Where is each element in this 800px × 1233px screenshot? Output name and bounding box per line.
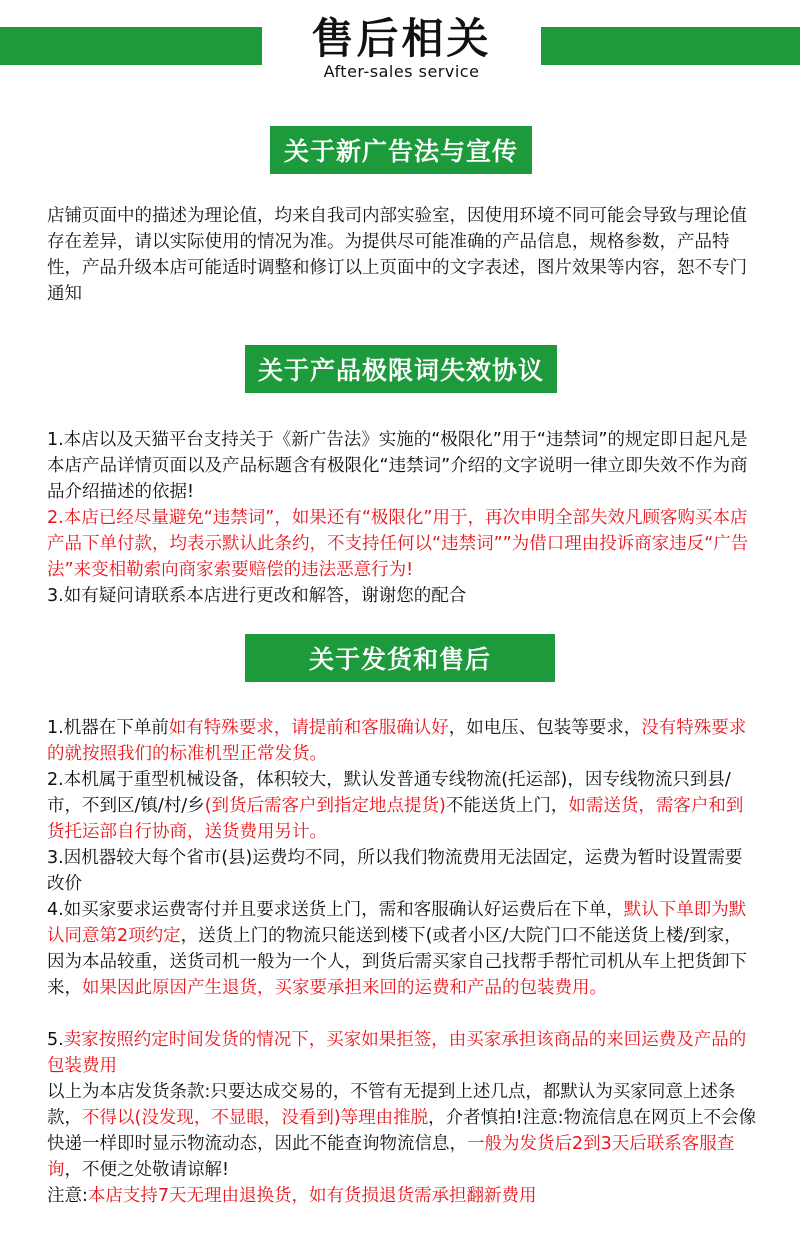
shipping-item-1-highlight: 如有特殊要求，请提前和客服确认好 (168, 718, 449, 738)
shipping-note-label: 注意: (47, 1186, 88, 1206)
shipping-item-1 (47, 715, 759, 767)
section-title-ad-law: 关于新广告法与宣传 (270, 126, 532, 174)
shipping-item-2-text-2: 不能送货上门， (445, 796, 569, 816)
shipping-item-4-highlight: 默认下单即为默认同意第2项约定 (47, 900, 747, 946)
shipping-terms-text-3: ，不便之处敬请谅解! (64, 1160, 230, 1180)
shipping-item-1-text: 1.机器在下单前 (47, 718, 169, 738)
extreme-words-item-1: 1.本店以及天猫平台支持关于《新广告法》实施的“极限化”用于“违禁词”的规定即日起凡是本店产品详情页面以及产品标题含有极限化“违禁词”介绍的文字说明一律立即失效不作为商品介绍描述的依据! (47, 430, 748, 502)
shipping-terms-text-2: ，介者慎拍!注意:物流信息在网页上不会像快递一样即时显示物流动态，因此不能查询物流信息， (47, 1108, 757, 1154)
shipping-item-2-highlight: (到货后需客户到指定地点提货) (204, 796, 446, 816)
shipping-item-2 (47, 767, 759, 845)
header-right-bar (541, 27, 800, 65)
shipping-item-4-text-2: ，送货上门的物流只能送到楼下(或者小区/大院门口不能送货上楼/到家，因为本品较重，送货司机一般为一个人，到货后需买家自己找帮手帮忙司机从车上把货卸下来， (47, 926, 747, 998)
page-title: 售后相关 (311, 14, 492, 63)
section-title-extreme-words: 关于产品极限词失效协议 (245, 345, 557, 393)
shipping-item-3: 3.因机器较大每个省市(县)运费均不同，所以我们物流费用无法固定，运费为暂时设置需要改价 (47, 848, 743, 894)
section-title-shipping: 关于发货和售后 (245, 634, 555, 682)
shipping-terms (47, 1079, 759, 1183)
shipping-terms-highlight: 不得以(没发现，不显眼，没看到)等理由推脱 (82, 1108, 429, 1128)
shipping-note-highlight: 本店支持7天无理由退换货，如有货损退货需承担翻新费用 (87, 1186, 537, 1206)
shipping-item-1-highlight-2: 没有特殊要求的就按照我们的标准机型正常发货。 (47, 718, 747, 764)
page-subtitle: After-sales service (323, 62, 480, 81)
extreme-words-item-3: 3.如有疑问请联系本店进行更改和解答，谢谢您的配合 (47, 586, 467, 606)
extreme-words-item-2: 2.本店已经尽量避免“违禁词”，如果还有“极限化”用于，再次申明全部失效凡顾客购买本店产品下单付款，均表示默认此条约，不支持任何以“违禁词””为借口理由投诉商家违反“广告法”来变相勒索向商家索要赔偿的违法恶意行为! (47, 508, 749, 580)
shipping-terms-text: 以上为本店发货条款:只要达成交易的，不管有无提到上述几点，都默认为买家同意上述条款， (47, 1082, 736, 1128)
shipping-item-1-text-2: ，如电压、包装等要求， (448, 718, 642, 738)
shipping-item-5 (47, 1027, 759, 1079)
shipping-item-5-highlight: 卖家按照约定时间发货的情况下，买家如果拒签，由买家承担该商品的来回运费及产品的包装费用 (47, 1030, 747, 1076)
shipping-item-2-highlight-2: 如需送货，需客户和到货托运部自行协商，送货费用另计。 (47, 796, 744, 842)
shipping-item-5-num: 5. (47, 1030, 64, 1050)
shipping-item-4-highlight-2: 如果因此原因产生退货，买家要承担来回的运费和产品的包装费用。 (82, 978, 607, 998)
shipping-note (47, 1183, 759, 1209)
shipping-terms-highlight-2: 一般为发货后2到3天后联系客服查询 (47, 1134, 735, 1180)
header-left-bar (0, 27, 262, 65)
section-ad-law-body: 店铺页面中的描述为理论值，均来自我司内部实验室，因使用环境不同可能会导致与理论值存在差异，请以实际使用的情况为准。为提供尽可能准确的产品信息，规格参数，产品特性，产品升级本店可能适时调整和修订以上页面中的文字表述，图片效果等内容，恕不专门通知 (47, 206, 747, 304)
shipping-item-4 (47, 897, 759, 1001)
shipping-item-2-text: 2.本机属于重型机械设备，体积较大，默认发普通专线物流(托运部)，因专线物流只到县/市，不到区/镇/村/乡 (47, 770, 731, 816)
shipping-item-4-text: 4.如买家要求运费寄付并且要求送货上门，需和客服确认好运费后在下单， (47, 900, 624, 920)
